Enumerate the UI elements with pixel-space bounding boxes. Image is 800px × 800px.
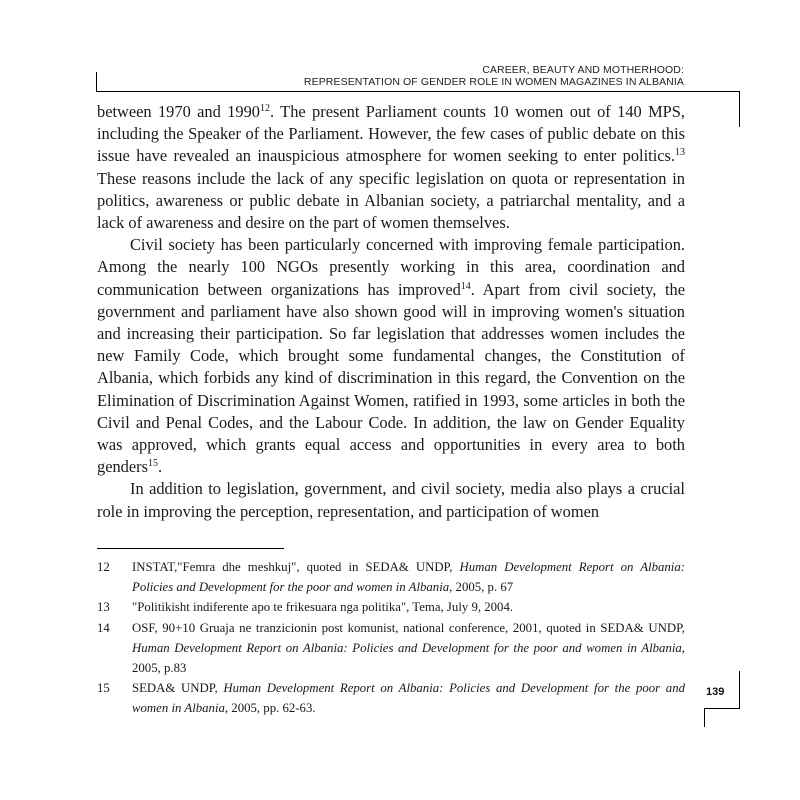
page-number: 139: [706, 686, 725, 698]
footnote-number: 13: [97, 600, 110, 615]
footnote-14: 14 OSF, 90+10 Gruaja ne tranzicionin post komunist, national conference, 2001, quoted in SEDA& UNDP, Human Development Report on Albania: Policies and Development for the poor and women in Albania, 2005, p.83: [97, 618, 685, 679]
paragraph-2: Civil society has been particularly concerned with improving female participation. Among the nearly 100 NGOs presently working in this area, coordination and communication between organizations has improved$^{14}$. Apart from civil society, the government and parliament have also shown good will in improving women's situation and increasing their participation. So far legislation that addresses women includes the new Family Code, which brought some fundamental changes, the Constitution of Albania, which forbids any kind of discrimination in this regard, the Convention on the Elimination of Discrimination Against Women, ratified in 1993, some articles in both the Civil and Penal Codes, and the Labour Code. In addition, the law on Gender Equality was approved, which grants equal access and opportunities in every area to both genders$^{15}$.: [97, 235, 685, 477]
header-right-rule: [739, 91, 740, 127]
page-number-bottom-rule: [704, 708, 740, 709]
footnote-number: 15: [97, 681, 110, 696]
page-number-left-rule: [704, 708, 705, 727]
header-bottom-rule: [96, 91, 740, 92]
paragraph-1: between 1970 and 1990$^{12}$. The present Parliament counts 10 women out of 140 MPS, including the Speaker of the Parliament. However, the few cases of public debate on this issue have revealed an inauspicious atmosphere for women seeking to enter politics.$^{13}$ These reasons include the lack of any specific legislation on quota or representation in politics, awareness or public debate in Albanian society, a patriarchal mentality, and a lack of awareness and desire on the part of women themselves.: [97, 102, 685, 233]
footnote-ref-13[interactable]: 13: [675, 147, 685, 159]
footnote-ref-15[interactable]: 15: [147, 458, 158, 470]
paragraph-3: In addition to legislation, government, and civil society, media also plays a crucial role in improving the perception, representation, and participation of women: [97, 479, 685, 521]
page-number-right-rule: [739, 671, 740, 708]
footnote-12: 12 INSTAT,"Femra dhe meshkuj", quoted in SEDA& UNDP, Human Development Report on Albania: Policies and Development for the poor and women in Albania, 2005, p. 67: [97, 557, 685, 597]
header-left-rule: [96, 72, 97, 92]
body-text: [97, 101, 685, 523]
footnote-separator: [97, 548, 284, 549]
footnotes: [97, 557, 685, 719]
footnote-ref-12[interactable]: 12: [260, 103, 270, 114]
footnote-number: 14: [97, 620, 110, 635]
footnote-ref-14[interactable]: 14: [460, 280, 471, 292]
footnote-13: 13 "Politikisht indiferente apo te frikesuara nga politika", Tema, July 9, 2004.: [97, 597, 685, 617]
header-line-2: REPRESENTATION OF GENDER ROLE IN WOMEN MAGAZINES IN ALBANIA: [303, 76, 684, 88]
running-header: [304, 64, 684, 88]
header-line-1: CAREER, BEAUTY AND MOTHERHOOD:: [482, 64, 684, 76]
footnote-number: 12: [97, 560, 110, 574]
footnote-15: 15 SEDA& UNDP, Human Development Report on Albania: Policies and Development for the poor and women in Albania, 2005, pp. 62-63.: [97, 678, 685, 718]
